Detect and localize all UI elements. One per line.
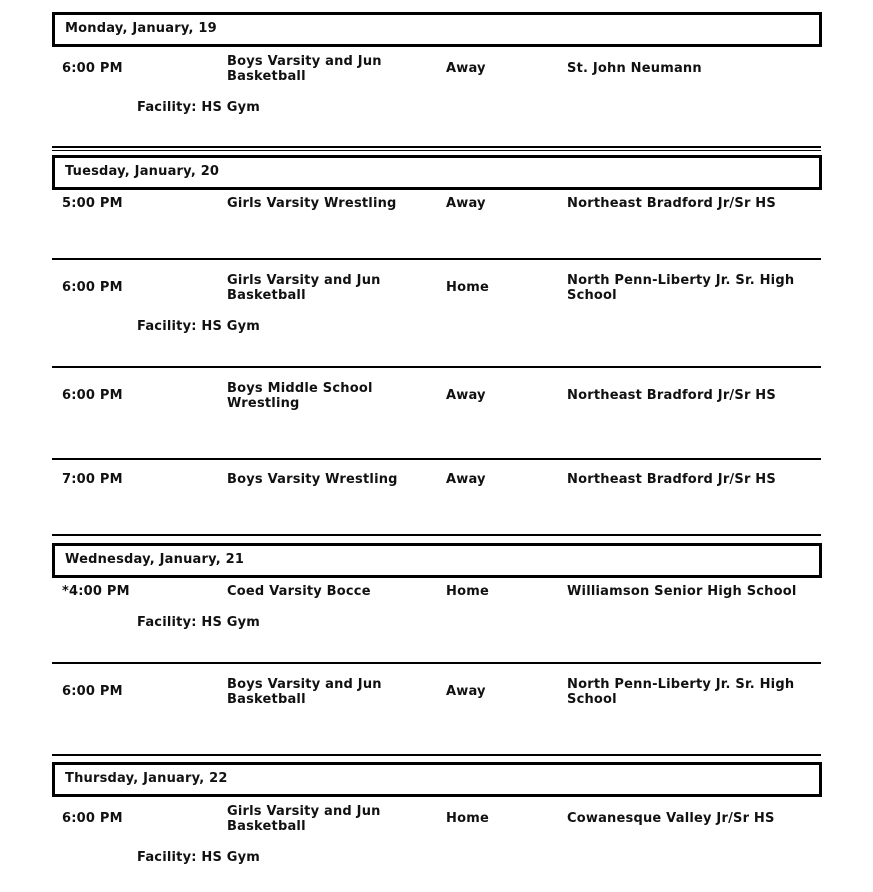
event-location: Away: [446, 61, 486, 76]
event-opponent: North Penn-Liberty Jr. Sr. High School: [567, 677, 795, 707]
event-time: 6:00 PM: [62, 61, 123, 76]
event-location: Home: [446, 584, 489, 599]
event-facility: Facility: HS Gym: [137, 850, 261, 865]
event-location: Away: [446, 388, 486, 403]
divider: [52, 662, 821, 664]
event-opponent: St. John Neumann: [567, 61, 702, 76]
event-facility: Facility: HS Gym: [137, 319, 261, 334]
event-opponent: Northeast Bradford Jr/Sr HS: [567, 472, 776, 487]
day-header: [52, 155, 822, 190]
event-location: Home: [446, 811, 489, 826]
event-time: 5:00 PM: [62, 196, 123, 211]
event-time: 6:00 PM: [62, 811, 123, 826]
day-date: Monday, January, 19: [65, 21, 217, 36]
day-date: Tuesday, January, 20: [65, 164, 220, 179]
event-facility: Facility: HS Gym: [137, 615, 261, 630]
event-facility: Facility: HS Gym: [137, 100, 261, 115]
event-time: 6:00 PM: [62, 684, 123, 699]
event-name: Boys Varsity and Jun Basketball: [227, 677, 382, 707]
event-location: Away: [446, 472, 486, 487]
divider: [52, 146, 821, 148]
day-date: Wednesday, January, 21: [65, 552, 245, 567]
event-opponent: Northeast Bradford Jr/Sr HS: [567, 196, 776, 211]
event-time: 7:00 PM: [62, 472, 123, 487]
event-name: Boys Varsity and Jun Basketball: [227, 54, 382, 84]
event-name: Girls Varsity Wrestling: [227, 196, 397, 211]
day-header: [52, 12, 822, 47]
day-date: Thursday, January, 22: [65, 771, 228, 786]
event-name: Boys Varsity Wrestling: [227, 472, 398, 487]
event-time: 6:00 PM: [62, 280, 123, 295]
event-location: Away: [446, 684, 486, 699]
day-header: [52, 543, 822, 578]
event-opponent: Northeast Bradford Jr/Sr HS: [567, 388, 776, 403]
divider: [52, 534, 821, 536]
divider: [52, 366, 821, 368]
event-time: *4:00 PM: [62, 584, 130, 599]
event-location: Away: [446, 196, 486, 211]
event-opponent: Cowanesque Valley Jr/Sr HS: [567, 811, 775, 826]
event-opponent: North Penn-Liberty Jr. Sr. High School: [567, 273, 795, 303]
divider: [52, 150, 821, 151]
event-name: Girls Varsity and Jun Basketball: [227, 273, 381, 303]
event-location: Home: [446, 280, 489, 295]
event-opponent: Williamson Senior High School: [567, 584, 797, 599]
divider: [52, 258, 821, 260]
event-name: Coed Varsity Bocce: [227, 584, 371, 599]
day-header: [52, 762, 822, 797]
event-name: Girls Varsity and Jun Basketball: [227, 804, 381, 834]
event-name: Boys Middle School Wrestling: [227, 381, 373, 411]
divider: [52, 754, 821, 756]
divider: [52, 458, 821, 460]
event-time: 6:00 PM: [62, 388, 123, 403]
